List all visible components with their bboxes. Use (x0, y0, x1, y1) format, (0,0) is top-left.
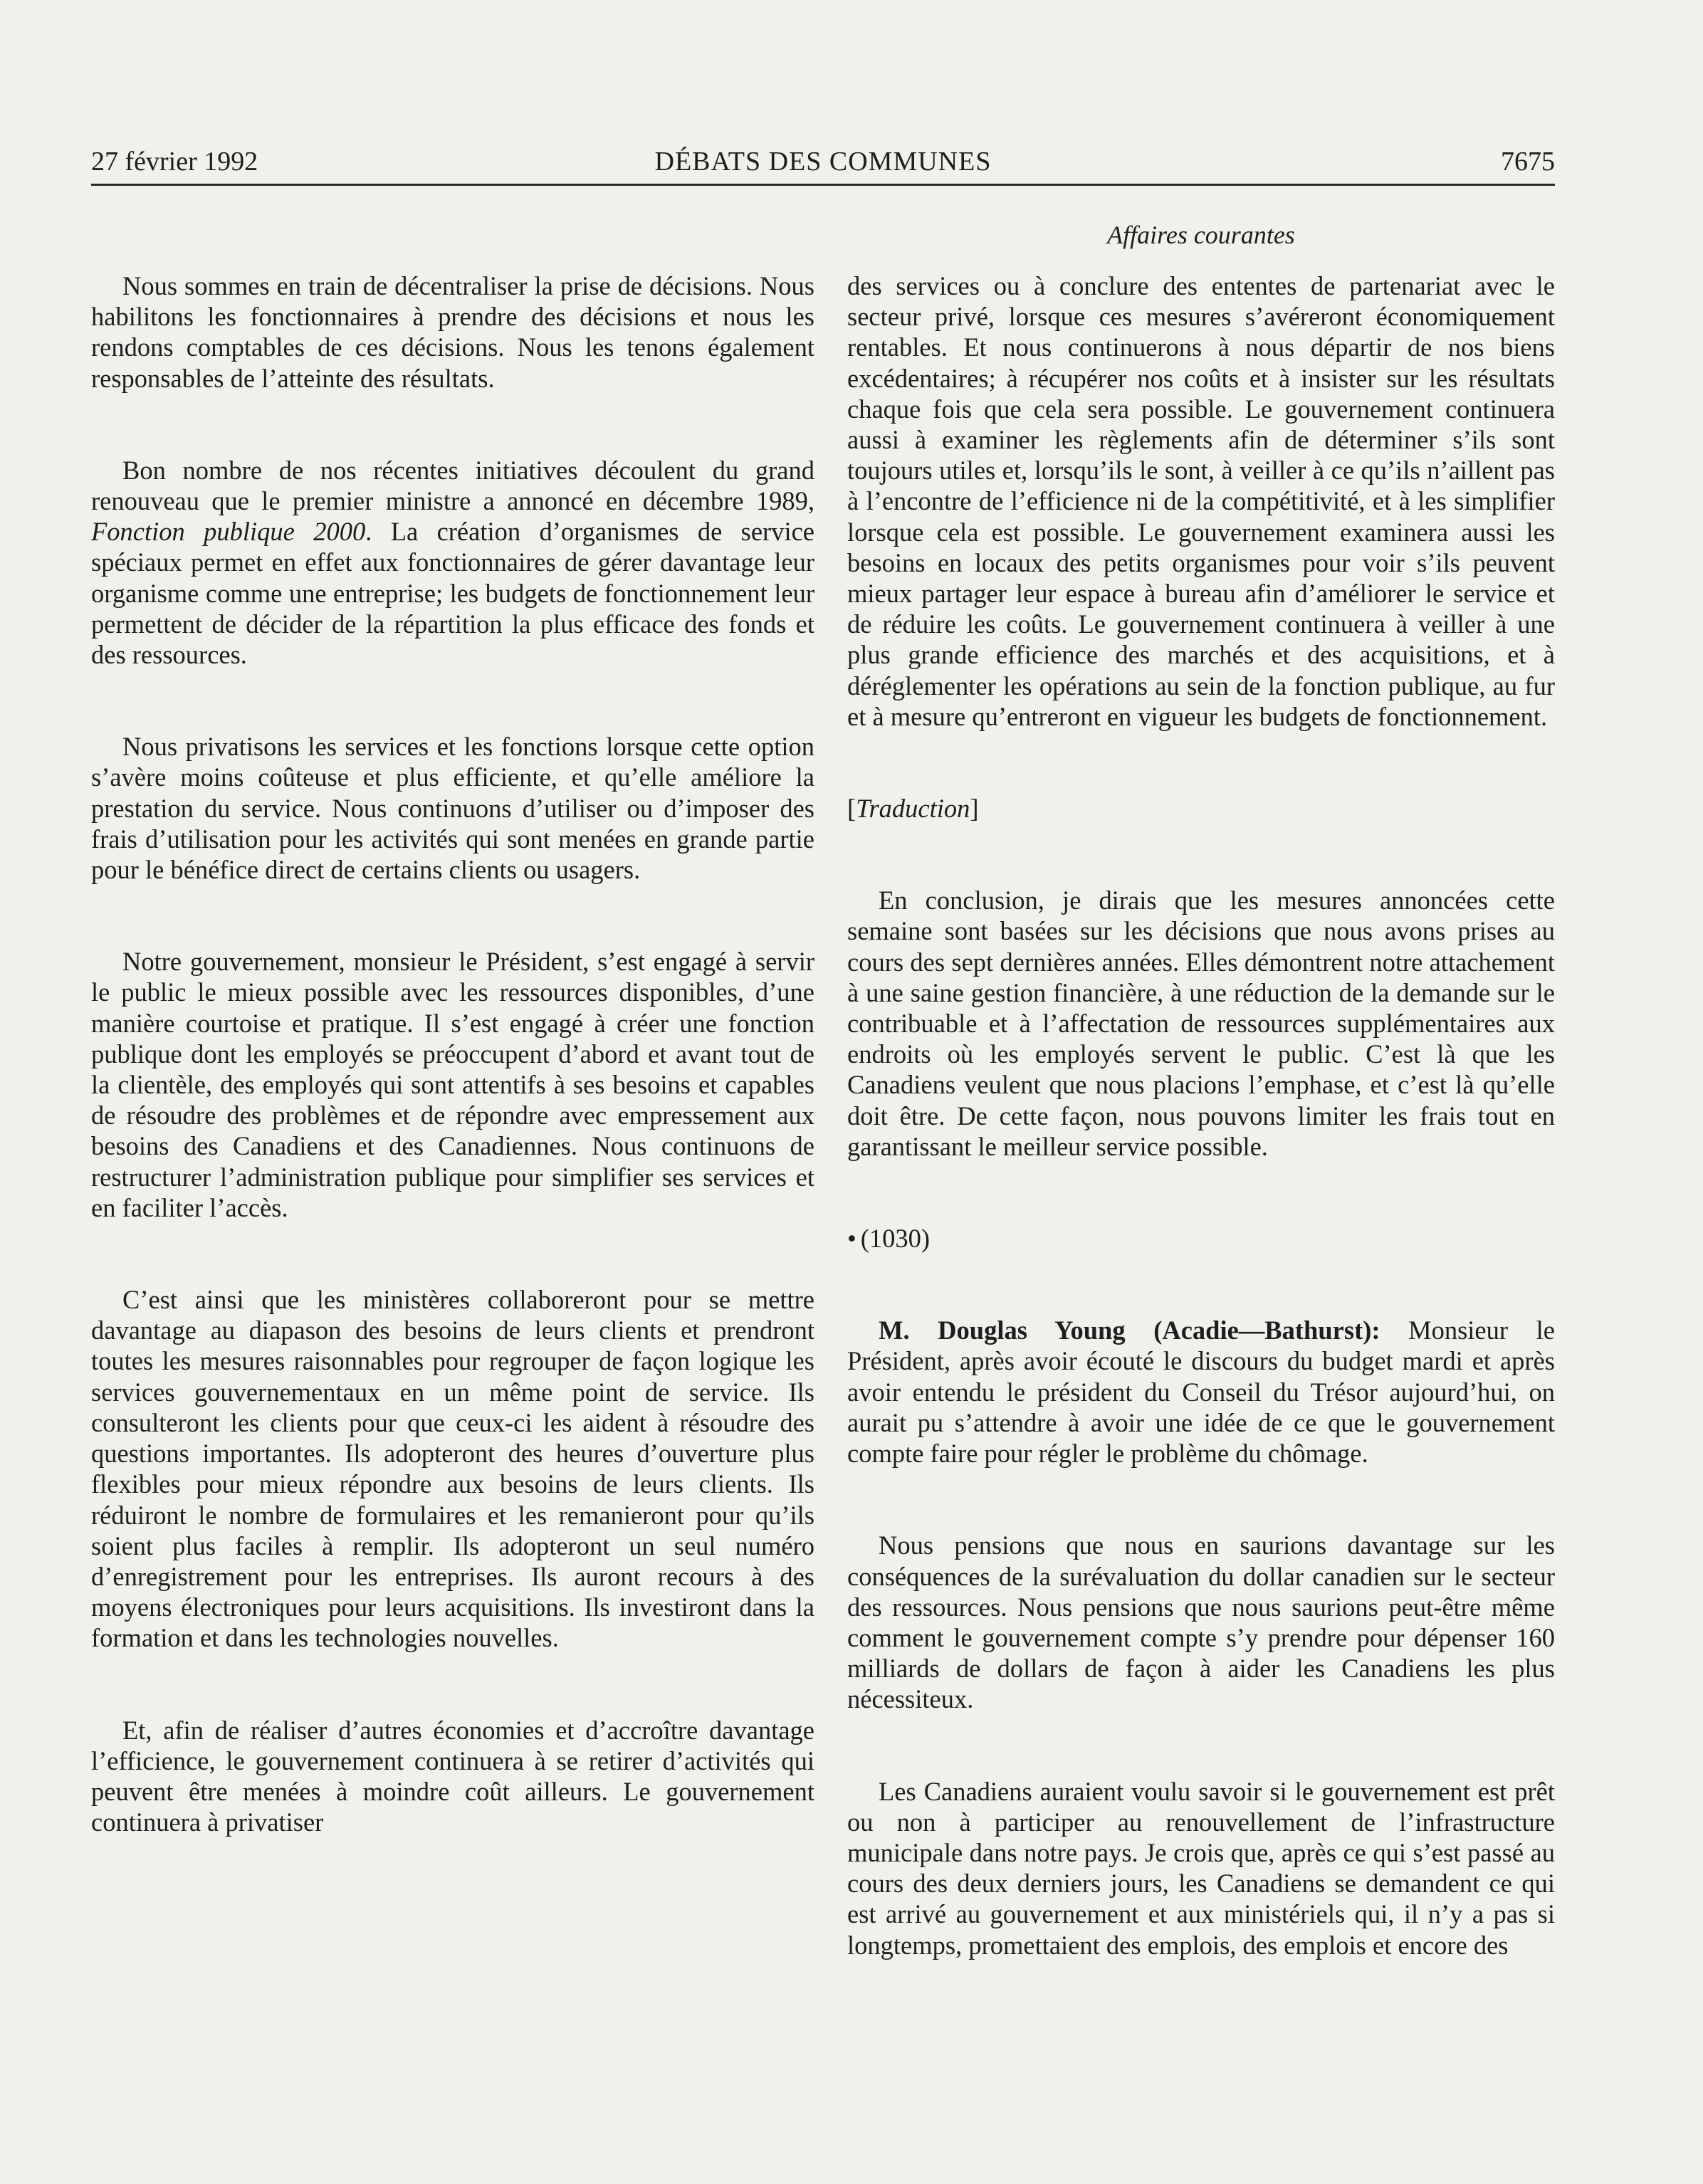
paragraph: Les Canadiens auraient voulu savoir si le gouvernement est prêt ou non à participer au renouvellement de l’infrastructure municipale dans notre pays. Je crois que, après ce qui s’est passé au cours des deux derniers jours, les Canadiens se demandent ce qui est arrivé au gouvernement et aux ministériels qui, il n’y a pas si longtemps, promettaient des emplois, des emplois et encore des (847, 1776, 1555, 1960)
speaker-name: M. Douglas Young (Acadie—Bathurst): (879, 1316, 1380, 1345)
paragraph: Bon nombre de nos récentes initiatives découlent du grand renouveau que le premier ministre a annoncé en décembre 1989, Fonction publique 2000. La création d’organismes de service spéciaux permet en effet aux fonctionnaires de gérer davantage leur organisme comme une entreprise; les budgets de fonctionnement leur permettent de décider de la répartition la plus efficace des fonds et des ressources. (91, 455, 814, 670)
paragraph: Et, afin de réaliser d’autres économies et d’accroître davantage l’efficience, le gouvernement continuera à se retirer d’activités qui peuvent être menées à moindre coût ailleurs. Le gouvernement continuera à privatiser (91, 1715, 814, 1837)
paragraph: En conclusion, je dirais que les mesures annoncées cette semaine sont basées sur les décisions que nous avons prises au cours des sept dernières années. Elles démontrent notre attachement à une saine gestion financière, à une réduction de la demande sur le contribuable et à l’affectation de ressources supplémentaires aux endroits où les employés servent le public. C’est là que les Canadiens veulent que nous placions l’emphase, et c’est là qu’elle doit être. De cette façon, nous pouvons limiter les frais tout en garantissant le meilleur service possible. (847, 886, 1555, 1161)
paragraph: Notre gouvernement, monsieur le Président, s’est engagé à servir le public le mieux possible avec les ressources disponibles, d’une manière courtoise et pratique. Il s’est engagé à créer une fonction publique dont les employés se préoccupent d’abord et avant tout de la clientèle, des employés qui sont attentifs à ses besoins et capables de résoudre des problèmes et de répondre avec empressement aux besoins des Canadiens et des Canadiennes. Nous continuons de restructurer l’administration publique pour simplifier ses services et en faciliter l’accès. (91, 947, 814, 1222)
italic-title: Fonction publique 2000 (91, 517, 366, 547)
paragraph: des services ou à conclure des ententes de partenariat avec le secteur privé, lorsque ces mesures s’avéreront économiquement rentables. Et nous continuerons à nous départir de nos biens excédentaires; à récupérer nos coûts et à insister sur les résultats chaque fois que cela sera possible. Le gouvernement continuera aussi à examiner les règlements afin de déterminer s’ils sont toujours utiles et, lorsqu’ils le sont, à veiller à ce qu’ils n’aillent pas à l’encontre de l’efficience ni de la compétitivité, et à les simplifier lorsque cela est possible. Le gouvernement examinera aussi les besoins en locaux des petits organismes pour voir s’ils peuvent mieux partager leur espace à bureau afin d’améliorer le service et de réduire les coûts. Le gouvernement continuera à veiller à une plus grande efficience des marchés et des acquisitions, et à déréglementer les opérations au sein de la fonction publique, au fur et à mesure qu’entreront en vigueur les budgets de fonctionnement. (847, 271, 1555, 731)
paragraph: Nous pensions que nous en saurions davantage sur les conséquences de la surévaluation du dollar canadien sur le secteur des ressources. Nous pensions que nous saurions peut-être même comment le gouvernement compte s’y prendre pour dépenser 160 milliards de dollars de façon à aider les Canadiens les plus nécessiteux. (847, 1531, 1555, 1714)
right-column (847, 271, 1555, 2022)
timestamp: • (1030) (847, 1223, 1555, 1254)
page-header (91, 142, 1555, 185)
paragraph: Nous sommes en train de décentraliser la prise de décisions. Nous habilitons les fonctionnaires à prendre des décisions et nous les rendons comptables de ces décisions. Nous les tenons également responsables de l’atteinte des résultats. (91, 271, 814, 393)
page-date: 27 février 1992 (91, 147, 258, 177)
page-number: 7675 (1501, 147, 1555, 177)
paragraph: C’est ainsi que les ministères collaboreront pour se mettre davantage au diapason des besoins de leurs clients et prendront toutes les mesures raisonnables pour regrouper de façon logique les services gouvernementaux en un même point de service. Ils consulteront les clients pour que ceux-ci les aident à résoudre des questions importantes. Ils adopteront des heures d’ouverture plus flexibles pour mieux répondre aux besoins de leurs clients. Ils réduiront le nombre de formulaires et les remanieront pour qu’ils soient plus faciles à remplir. Ils adopteront un seul numéro d’enregistrement pour les entreprises. Ils auront recours à des moyens électroniques pour leurs acquisitions. Ils investiront dans la formation et dans les technologies nouvelles. (91, 1285, 814, 1653)
left-column (91, 271, 814, 1899)
section-heading: Affaires courantes (1107, 221, 1295, 249)
translation-label: [Traduction] (847, 794, 979, 824)
paragraph: M. Douglas Young (Acadie—Bathurst): Monsieur le Président, après avoir écouté le discours du budget mardi et après avoir entendu le président du Conseil du Trésor aujourd’hui, on aurait pu s’attendre à avoir une idée de ce que le gouvernement compte faire pour régler le problème du chômage. (847, 1316, 1555, 1469)
paragraph: Nous privatisons les services et les fonctions lorsque cette option s’avère moins coûteuse et plus efficiente, et qu’elle améliore la prestation du service. Nous continuons d’utiliser ou d’imposer des frais d’utilisation pour les activités qui sont menées en grande partie pour le bénéfice direct de certains clients ou usagers. (91, 732, 814, 885)
publication-title: DÉBATS DES COMMUNES (654, 147, 992, 177)
header-rule (91, 184, 1555, 186)
